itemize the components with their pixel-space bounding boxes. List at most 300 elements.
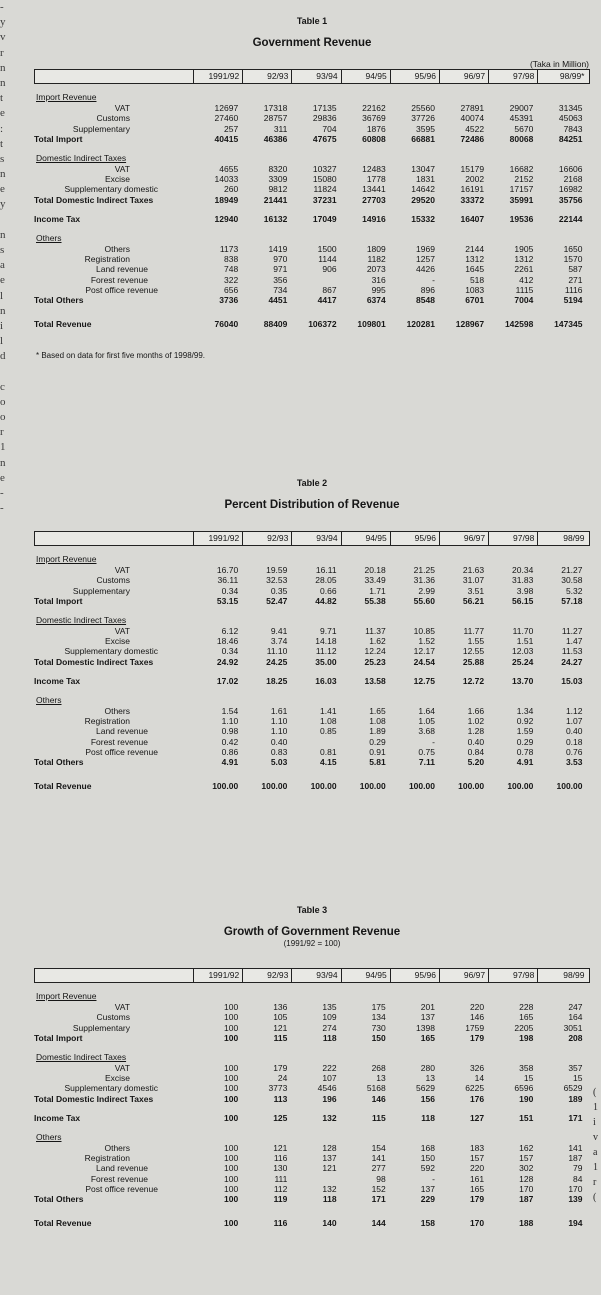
cell-value: 118	[322, 1194, 337, 1205]
footnote: * Based on data for first five months of 1998/99.	[36, 351, 205, 361]
cell-value: 162	[519, 1142, 534, 1153]
cell-value: 9.71	[320, 625, 337, 636]
cell-value: 84251	[558, 134, 583, 145]
row-label: VAT	[114, 163, 130, 174]
cell-value: 0.91	[369, 747, 386, 758]
cell-value: 100.00	[458, 780, 485, 791]
row-label: Supplementary	[72, 123, 130, 134]
margin-char	[0, 653, 13, 668]
cell-value: 3309	[268, 173, 288, 184]
cell-value: 150	[420, 1152, 435, 1163]
cell-value: 105	[273, 1012, 288, 1023]
cell-value: 33372	[460, 194, 485, 205]
row-label: Forest revenue	[90, 736, 148, 747]
cell-value: 45063	[558, 113, 583, 124]
cell-value: 100	[224, 1217, 239, 1228]
cell-value: 12.03	[512, 646, 534, 657]
import-revenue-group	[34, 554, 590, 607]
cell-value: 734	[273, 285, 288, 296]
cell-value: 587	[568, 264, 583, 275]
cell-value: 12940	[214, 214, 239, 225]
row-label: Total Import	[34, 1033, 83, 1044]
margin-char: o	[0, 411, 6, 424]
cell-value: 100.00	[507, 780, 534, 791]
cell-value: 16132	[263, 214, 288, 225]
cell-value: 134	[371, 1012, 386, 1023]
cell-value: 0.34	[221, 646, 239, 657]
margin-char: 1	[593, 1162, 598, 1173]
cell-value: 1876	[366, 123, 386, 134]
cell-value: 100.00	[261, 780, 288, 791]
cell-value: 35991	[509, 194, 534, 205]
cell-value: 128967	[455, 318, 485, 329]
year-cell: 94/95	[342, 532, 391, 545]
row-label: Others	[104, 243, 130, 254]
cell-value: 165	[469, 1184, 485, 1195]
cell-value: 100.00	[408, 780, 435, 791]
cell-value: 229	[420, 1194, 435, 1205]
table-row	[34, 113, 590, 123]
cell-value: 0.40	[565, 726, 583, 737]
row-label: Supplementary	[72, 585, 130, 596]
cell-value: 140	[322, 1217, 337, 1228]
row-label: Supplementary	[72, 1022, 130, 1033]
cell-value: 17049	[312, 214, 337, 225]
cell-value: 1809	[366, 243, 386, 254]
table-row	[34, 726, 590, 736]
cell-value: 60808	[362, 134, 386, 145]
cell-value: 257	[224, 123, 239, 134]
margin-char	[0, 1169, 13, 1184]
cell-value: 171	[371, 1194, 386, 1205]
table-2	[34, 478, 590, 791]
year-header	[34, 968, 590, 983]
cell-value: 113	[273, 1093, 288, 1104]
cell-value: 72486	[460, 134, 485, 145]
cell-value: 139	[568, 1194, 583, 1205]
margin-char	[0, 851, 13, 866]
row-label: Customs	[96, 113, 130, 124]
margin-char: n	[0, 456, 6, 469]
cell-value: 11.12	[315, 646, 337, 657]
total-row	[34, 1094, 590, 1104]
cell-value: 146	[371, 1093, 386, 1104]
cell-value: 1257	[416, 253, 435, 264]
margin-char: r	[0, 46, 4, 59]
total-revenue-group	[34, 781, 590, 791]
cell-value: 12.24	[364, 646, 386, 657]
cell-value: 16982	[558, 184, 583, 195]
table-number: Table 3	[296, 905, 328, 915]
margin-char: a	[593, 1147, 598, 1158]
group-title: Others	[36, 1131, 62, 1142]
row-label: VAT	[114, 565, 130, 575]
cell-value: 14642	[411, 184, 435, 195]
cell-value: 56.21	[462, 596, 485, 607]
cell-value: 12697	[214, 103, 239, 113]
income-tax-row	[34, 214, 590, 224]
cell-value: 1.08	[320, 715, 337, 726]
table-title: Growth of Government Revenue	[223, 926, 401, 938]
header-blank	[35, 969, 194, 982]
total-revenue-group	[34, 1218, 590, 1228]
cell-value: 12.72	[462, 676, 485, 687]
cell-value: 2002	[465, 173, 485, 184]
cell-value: 1144	[318, 253, 337, 264]
margin-char	[0, 213, 13, 228]
year-cell: 96/97	[440, 969, 489, 982]
cell-value: 198	[519, 1033, 534, 1044]
cell-value: 79	[573, 1163, 583, 1174]
row-label: Others	[104, 1142, 130, 1153]
margin-char	[0, 1109, 13, 1124]
cell-value: 11.77	[463, 625, 485, 636]
row-label: Total Domestic Indirect Taxes	[34, 656, 154, 667]
cell-value: 3595	[416, 123, 435, 134]
cell-value: 2261	[514, 264, 534, 275]
group-title: Domestic Indirect Taxes	[36, 614, 127, 625]
cell-value: 30.58	[561, 575, 583, 586]
cell-value: 25.23	[364, 656, 386, 667]
cell-value: 14916	[362, 214, 386, 225]
margin-char: n	[0, 168, 6, 181]
cell-value: 116	[273, 1152, 288, 1163]
cell-value: 165	[420, 1033, 435, 1044]
margin-char	[0, 1018, 13, 1033]
cell-value: 16.03	[315, 676, 337, 687]
row-label: Supplementary domestic	[64, 184, 158, 195]
cell-value: 19.59	[266, 565, 288, 575]
margin-char	[0, 1094, 13, 1109]
cell-value: 1.10	[270, 726, 288, 737]
cell-value: 84	[573, 1173, 583, 1184]
cell-value: 12.17	[413, 646, 435, 657]
margin-char: r	[593, 1177, 597, 1188]
cell-value: 1.62	[369, 635, 386, 646]
cell-value: 11824	[313, 184, 337, 195]
total-row	[34, 657, 590, 667]
row-label: Excise	[104, 635, 130, 646]
margin-char: e	[0, 274, 5, 287]
table-1	[34, 16, 590, 360]
margin-char: e	[0, 183, 5, 196]
cell-value: 1.10	[270, 715, 288, 726]
table-row	[34, 174, 590, 184]
cell-value: 16.70	[216, 565, 239, 575]
cell-value: 0.85	[320, 726, 337, 737]
margin-char	[0, 775, 13, 790]
margin-char	[0, 1033, 13, 1048]
row-label: Supplementary domestic	[64, 1083, 158, 1094]
unit-note	[34, 958, 589, 968]
cell-value: 142598	[504, 318, 534, 329]
cell-value: 6225	[465, 1083, 485, 1094]
cell-value: 1.61	[270, 705, 288, 716]
margin-char	[0, 926, 13, 941]
cell-value: 100.00	[556, 780, 583, 791]
table-row	[34, 184, 590, 194]
margin-char: l	[0, 335, 4, 348]
cell-value: 32.53	[266, 575, 288, 586]
cell-value: 37726	[411, 113, 435, 124]
total-row	[34, 195, 590, 205]
cell-value: 15179	[460, 163, 485, 174]
cell-value: 4522	[465, 123, 485, 134]
cell-value: 14033	[214, 173, 239, 184]
cell-value: 4426	[416, 264, 435, 275]
cell-value: 322	[224, 274, 239, 285]
cell-value: 119	[273, 1194, 288, 1205]
row-label: Registration	[84, 1152, 130, 1163]
cell-value: 730	[371, 1022, 386, 1033]
others-group	[34, 1132, 590, 1205]
cell-value: 56.15	[512, 596, 534, 607]
table-row	[34, 565, 590, 575]
cell-value: 21441	[263, 194, 288, 205]
cell-value: 222	[322, 1062, 337, 1073]
total-row	[34, 1033, 590, 1043]
table-row	[34, 254, 590, 264]
cell-value: 125	[273, 1113, 288, 1124]
cell-value: 8548	[416, 295, 435, 306]
cell-value: 154	[371, 1142, 386, 1153]
table-row	[34, 646, 590, 656]
cell-value: 141	[568, 1142, 583, 1153]
year-cell: 92/93	[243, 532, 292, 545]
margin-char	[0, 1185, 13, 1200]
cell-value: 179	[469, 1033, 485, 1044]
income-tax-row	[34, 676, 590, 686]
header-blank	[35, 70, 194, 83]
cell-value: 137	[322, 1152, 337, 1163]
total-row	[34, 596, 590, 606]
table-row	[34, 1184, 590, 1194]
cell-value: 141	[371, 1152, 386, 1163]
year-cell: 97/98	[489, 969, 538, 982]
margin-char: s	[0, 152, 5, 165]
cell-value: 13	[425, 1072, 435, 1083]
margin-char	[0, 790, 13, 805]
cell-value: 7.11	[418, 757, 435, 768]
year-cell: 95/96	[391, 969, 440, 982]
others-group	[34, 233, 590, 306]
table-row	[34, 1012, 590, 1022]
table-row	[34, 1153, 590, 1163]
margin-char: l	[0, 289, 4, 302]
row-label: Others	[104, 705, 130, 716]
cell-value: 168	[420, 1142, 435, 1153]
cell-value: 100	[224, 1142, 239, 1153]
row-label: VAT	[114, 1062, 130, 1073]
cell-value: 175	[371, 1002, 386, 1012]
total-revenue-row	[34, 781, 590, 791]
margin-char	[0, 744, 13, 759]
cell-value: 357	[568, 1062, 583, 1073]
cell-value: 7843	[563, 123, 583, 134]
cell-value: 1.34	[516, 705, 534, 716]
cell-value: 31.07	[462, 575, 485, 586]
row-label: Total Others	[34, 1194, 84, 1205]
cell-value: 24.54	[413, 656, 435, 667]
row-label: Supplementary domestic	[64, 646, 158, 657]
cell-value: 13	[376, 1072, 386, 1083]
cell-value: 5670	[514, 123, 534, 134]
cell-value: 116	[273, 1217, 288, 1228]
cell-value: 121	[322, 1163, 337, 1174]
margin-char: t	[0, 92, 4, 105]
cell-value: 16.11	[315, 565, 337, 575]
margin-char	[0, 896, 13, 911]
margin-char	[0, 759, 13, 774]
cell-value: 115	[273, 1033, 288, 1044]
cell-value: 4451	[268, 295, 288, 306]
cell-value: 0.18	[565, 736, 583, 747]
margin-char: -	[0, 502, 4, 515]
cell-value: 1905	[514, 243, 534, 254]
cell-value: 25560	[411, 103, 435, 113]
cell-value: 356	[273, 274, 288, 285]
margin-char: n	[0, 61, 6, 74]
cell-value: 1.02	[467, 715, 485, 726]
cell-value: 132	[322, 1113, 337, 1124]
cell-value: 31345	[558, 103, 583, 113]
year-cell: 98/99	[563, 533, 585, 543]
cell-value: 1650	[563, 243, 583, 254]
cell-value: 179	[273, 1062, 288, 1073]
cell-value: 412	[519, 274, 534, 285]
cell-value: 35.00	[315, 656, 337, 667]
cell-value: 592	[420, 1163, 435, 1174]
cell-value: 17135	[312, 103, 337, 113]
year-cell: 93/94	[292, 70, 341, 83]
cell-value: 326	[469, 1062, 485, 1073]
margin-char: n	[0, 228, 6, 241]
cell-value: 196	[322, 1093, 337, 1104]
cell-value: 13441	[362, 184, 386, 195]
margin-char	[0, 623, 13, 638]
cell-value: 111	[274, 1173, 288, 1184]
cell-value: 656	[224, 285, 239, 296]
cell-value: 190	[519, 1093, 534, 1104]
cell-value: 5.20	[467, 757, 485, 768]
cell-value: 18.25	[266, 676, 288, 687]
cell-value: 1.71	[369, 585, 386, 596]
table-row	[34, 1023, 590, 1033]
cell-value: 1312	[514, 253, 534, 264]
cell-value: 748	[224, 264, 239, 275]
cell-value: 1.54	[221, 705, 239, 716]
cell-value: 1.12	[565, 705, 583, 716]
cell-value: 1116	[564, 285, 583, 296]
total-revenue-row	[34, 1218, 590, 1228]
cell-value: 158	[420, 1217, 435, 1228]
cell-value: 100	[224, 1033, 239, 1044]
cell-value: 157	[469, 1152, 485, 1163]
cell-value: 1.66	[467, 705, 485, 716]
cell-value: 15	[573, 1072, 583, 1083]
cell-value: 165	[519, 1012, 534, 1023]
cell-value: 208	[568, 1033, 583, 1044]
cell-value: 21.63	[462, 565, 485, 575]
margin-char	[0, 1002, 13, 1017]
year-cell: 93/94	[292, 969, 341, 982]
margin-char: t	[0, 137, 4, 150]
cell-value: 100	[224, 1012, 239, 1023]
margin-char: -	[0, 1, 4, 13]
cell-value: 40074	[460, 113, 485, 124]
margin-char	[0, 957, 13, 972]
cell-value: 1.05	[418, 715, 435, 726]
group-title: Others	[36, 232, 62, 243]
cell-value: 147345	[554, 318, 583, 329]
cell-value: 179	[469, 1194, 485, 1205]
cell-value: 115	[372, 1113, 386, 1124]
margin-char: a	[0, 259, 5, 272]
cell-value: 0.84	[467, 747, 485, 758]
year-cell: 98/99*	[559, 71, 585, 81]
table-row	[34, 1083, 590, 1093]
cell-value: 0.42	[221, 736, 239, 747]
margin-char	[0, 835, 13, 850]
left-margin-text	[0, 0, 13, 1295]
table-row	[34, 1063, 590, 1073]
margin-char: (	[593, 1192, 597, 1203]
cell-value: 20.34	[512, 565, 534, 575]
margin-char: o	[0, 395, 6, 408]
cell-value: 10.85	[413, 625, 435, 636]
total-revenue-group	[34, 319, 590, 329]
cell-value: 11.10	[266, 646, 288, 657]
cell-value: 0.92	[516, 715, 534, 726]
cell-value: 118	[322, 1033, 337, 1044]
cell-value: 1570	[563, 253, 583, 264]
cell-value: 22144	[558, 214, 583, 225]
margin-char	[0, 577, 13, 592]
cell-value: 1.52	[418, 635, 435, 646]
cell-value: 176	[469, 1093, 485, 1104]
table-row	[34, 164, 590, 174]
cell-value: 144	[371, 1217, 386, 1228]
row-label: Total Domestic Indirect Taxes	[34, 194, 154, 205]
cell-value: 1.41	[320, 705, 337, 716]
group-title: Domestic Indirect Taxes	[36, 152, 127, 163]
cell-value: 3.53	[565, 757, 583, 768]
margin-char	[0, 668, 13, 683]
cell-value: 12483	[362, 163, 386, 174]
year-header	[34, 69, 590, 84]
margin-char	[0, 516, 13, 531]
margin-char: i	[593, 1117, 596, 1128]
year-cell: 1991/92	[194, 70, 243, 83]
cell-value: 189	[568, 1093, 583, 1104]
table-row	[34, 737, 590, 747]
row-label: VAT	[114, 625, 130, 636]
margin-char	[0, 1200, 13, 1215]
year-cell: 1991/92	[194, 969, 243, 982]
cell-value: 100	[224, 1002, 239, 1012]
cell-value: 1.28	[467, 726, 485, 737]
cell-value: 183	[469, 1142, 485, 1153]
cell-value: 1398	[416, 1022, 435, 1033]
cell-value: 1312	[465, 253, 485, 264]
cell-value: 1500	[317, 243, 337, 254]
cell-value: 120281	[406, 318, 435, 329]
cell-value: 28.05	[315, 575, 337, 586]
cell-value: 0.75	[418, 747, 435, 758]
cell-value: 5.03	[270, 757, 288, 768]
cell-value: 24.25	[266, 656, 288, 667]
cell-value: 33.49	[364, 575, 386, 586]
